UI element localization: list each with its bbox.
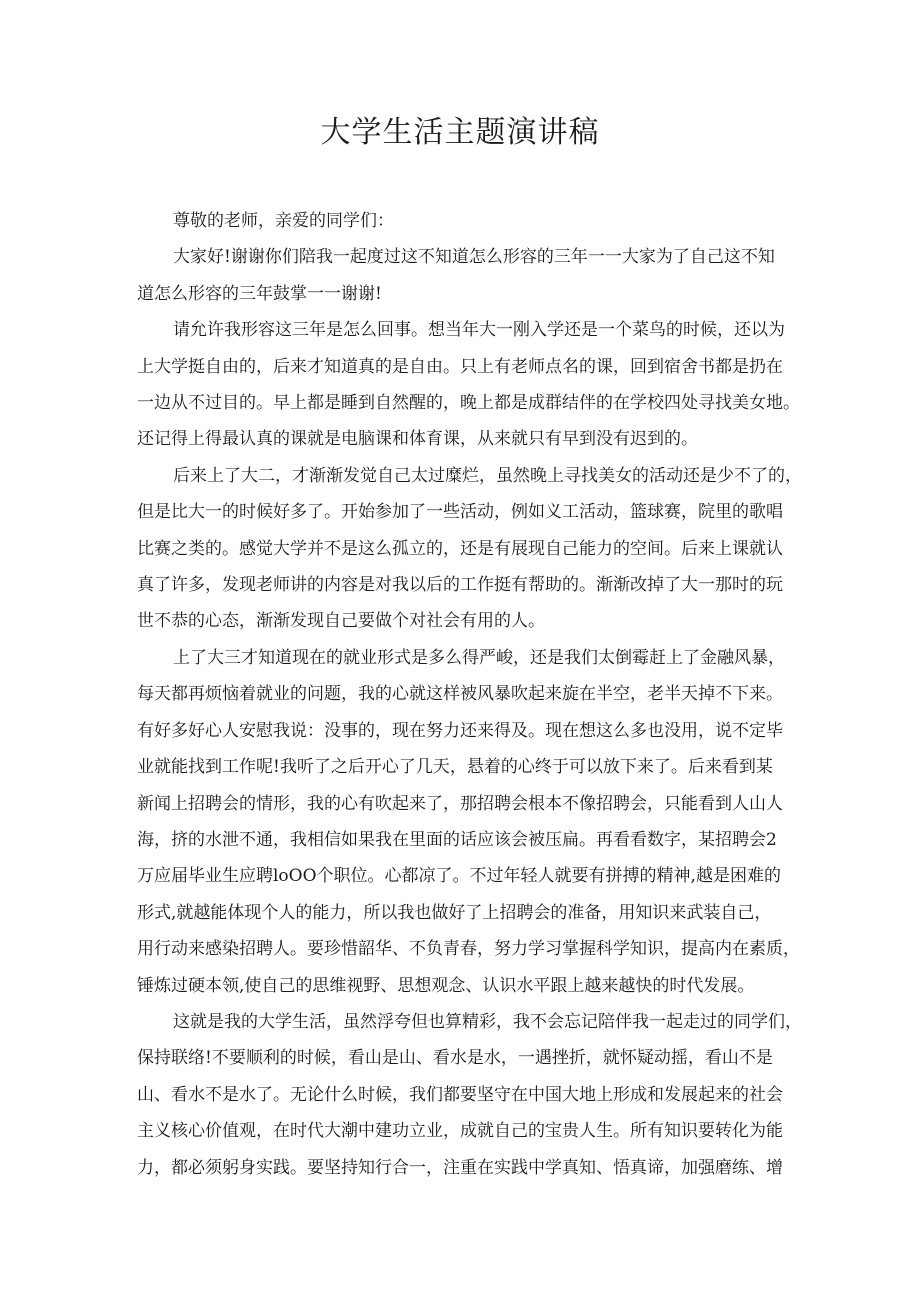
paragraph-line: 形式,就越能体现个人的能力，所以我也做好了上招聘会的准备，用知识来武装自己， xyxy=(137,902,772,923)
paragraph-line: 比赛之类的。感觉大学并不是这么孤立的，还是有展现自己能力的空间。后来上课就认 xyxy=(137,538,783,559)
document-title: 大学生活主题演讲稿 xyxy=(320,115,600,150)
paragraph-list xyxy=(137,239,802,1186)
greeting-line: 尊敬的老师，亲爱的同学们： xyxy=(173,211,394,231)
paragraph-line: 请允许我形容这三年是怎么回事。想当年大一刚入学还是一个菜鸟的时候，还以为 xyxy=(173,320,785,341)
document-body xyxy=(137,203,802,1186)
paragraph xyxy=(137,640,800,1004)
paragraph-line: 保持联络!不要顺利的时候，看山是山、看水是水，一遇挫折，就怀疑动摇，看山不是 xyxy=(137,1048,773,1069)
paragraph xyxy=(137,458,802,640)
paragraph-line: 锤炼过硬本领,使自己的思维视野、思想观念、认识水平跟上越来越快的时代发展。 xyxy=(137,975,755,996)
paragraph-line: 主义核心价值观，在时代大潮中建功立业，成就自己的宝贵人生。所有知识要转化为能 xyxy=(137,1121,783,1142)
paragraph-line: 山、看水不是水了。无论什么时候，我们都要坚守在中国大地上形成和发展起来的社会 xyxy=(137,1084,783,1105)
paragraph-line: 海，挤的水泄不通，我相信如果我在里面的话应该会被压扁。再看看数字，某招聘会2 xyxy=(137,829,777,850)
paragraph-line: 道怎么形容的三年鼓掌一一谢谢! xyxy=(137,283,382,304)
paragraph xyxy=(137,312,800,458)
paragraph-line: 上大学挺自由的，后来才知道真的是自由。只上有老师点名的课，回到宿舍书都是扔在 xyxy=(137,356,783,377)
paragraph-line: 新闻上招聘会的情形，我的心有吹起来了，那招聘会根本不像招聘会，只能看到人山人 xyxy=(137,793,783,814)
paragraph-line: 这就是我的大学生活，虽然浮夸但也算精彩，我不会忘记陪伴我一起走过的同学们， xyxy=(173,1011,802,1032)
paragraph-line: 还记得上得最认真的课就是电脑课和体育课，从来就只有早到没有迟到的。 xyxy=(137,429,698,450)
paragraph-line: 每天都再烦恼着就业的问题，我的心就这样被风暴吹起来旋在半空，老半天掉不下来。 xyxy=(137,684,783,705)
paragraph-line: 万应届毕业生应聘loOO个职位。心都凉了。不过年轻人就要有拼搏的精神,越是困难的 xyxy=(137,866,781,887)
paragraph xyxy=(137,239,793,312)
paragraph-line: 用行动来感染招聘人。要珍惜韶华、不负青春，努力学习掌握科学知识，提高内在素质， xyxy=(137,939,800,960)
paragraph-line: 真了许多，发现老师讲的内容是对我以后的工作挺有帮助的。渐渐改掉了大一那时的玩 xyxy=(137,575,783,596)
paragraph-line: 有好多好心人安慰我说：没事的，现在努力还来得及。现在想这么多也没用，说不定毕 xyxy=(137,720,783,741)
paragraph-line: 但是比大一的时候好多了。开始参加了一些活动，例如义工活动，篮球赛，院里的歌唱 xyxy=(137,502,783,523)
paragraph-line: 业就能找到工作呢!我听了之后开心了几天，悬着的心终于可以放下来了。后来看到某 xyxy=(137,757,773,778)
paragraph-line: 大家好!谢谢你们陪我一起度过这不知道怎么形容的三年一一大家为了自己这不知 xyxy=(173,247,775,268)
paragraph-line: 上了大三才知道现在的就业形式是多么得严峻，还是我们太倒霉赶上了金融风暴， xyxy=(173,647,785,668)
paragraph-line: 力，都必须躬身实践。要坚持知行合一，注重在实践中学真知、悟真谛，加强磨练、增 xyxy=(137,1157,783,1178)
paragraph-line: 一边从不过目的。早上都是睡到自然醒的，晚上都是成群结伴的在学校四处寻找美女地。 xyxy=(137,393,800,414)
paragraph xyxy=(137,1004,802,1186)
paragraph-line: 世不恭的心态，渐渐发现自己要做个对社会有用的人。 xyxy=(137,611,545,632)
paragraph-line: 后来上了大二，才渐渐发觉自己太过糜烂，虽然晚上寻找美女的活动还是少不了的， xyxy=(173,465,802,486)
